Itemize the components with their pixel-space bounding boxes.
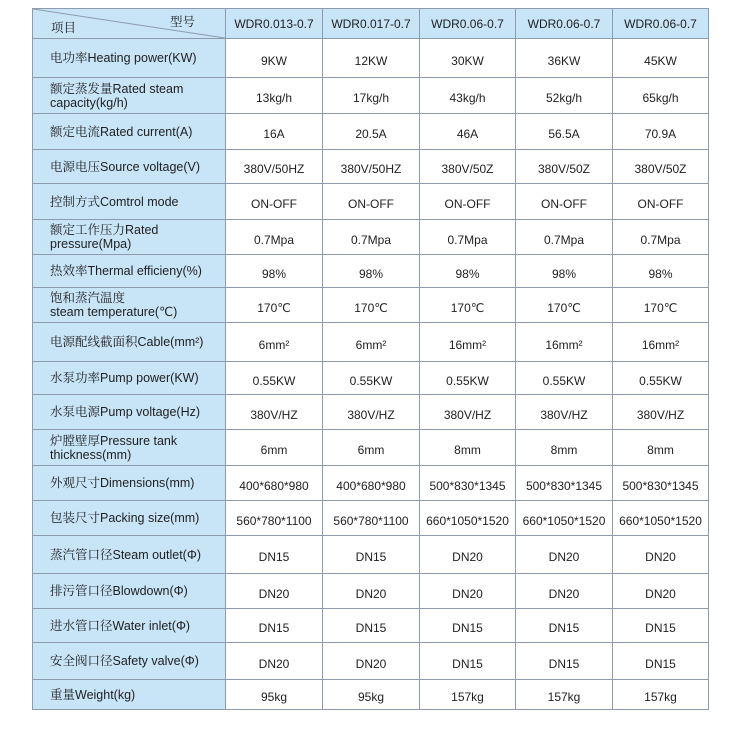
spec-value-cell: 65kg/h — [613, 78, 709, 114]
spec-value-cell: DN20 — [323, 574, 420, 609]
spec-value-cell: 157kg — [420, 680, 516, 710]
spec-value-cell: 500*830*1345 — [516, 466, 613, 501]
spec-value-cell: 157kg — [516, 680, 613, 710]
spec-value-cell: 70.9A — [613, 114, 709, 150]
spec-row — [33, 680, 709, 710]
row-label: 水泵电源Pump voltage(Hz) — [33, 395, 226, 430]
spec-value-cell: DN15 — [516, 609, 613, 643]
model-header-cell: WDR0.06-0.7 — [420, 9, 516, 39]
spec-value-cell: 170℃ — [613, 288, 709, 323]
spec-value-cell: 157kg — [613, 680, 709, 710]
row-label: 电功率Heating power(KW) — [33, 39, 226, 78]
spec-row — [33, 39, 709, 78]
spec-value-cell: DN15 — [516, 643, 613, 680]
row-label: 水泵功率Pump power(KW) — [33, 362, 226, 395]
spec-value-cell: 52kg/h — [516, 78, 613, 114]
spec-row — [33, 643, 709, 680]
spec-row — [33, 114, 709, 150]
model-header-cell: WDR0.013-0.7 — [226, 9, 323, 39]
spec-value-cell: 9KW — [226, 39, 323, 78]
spec-value-cell: 12KW — [323, 39, 420, 78]
spec-row — [33, 501, 709, 536]
spec-row — [33, 184, 709, 220]
spec-value-cell: 380V/50HZ — [226, 150, 323, 184]
spec-value-cell: 6mm — [226, 430, 323, 466]
spec-value-cell: 660*1050*1520 — [613, 501, 709, 536]
spec-value-cell: 98% — [516, 255, 613, 288]
model-header-cell: WDR0.017-0.7 — [323, 9, 420, 39]
spec-value-cell: 16mm² — [516, 323, 613, 362]
spec-row — [33, 536, 709, 574]
spec-value-cell: 8mm — [613, 430, 709, 466]
row-label: 炉膛壁厚Pressure tank thickness(mm) — [33, 430, 226, 466]
row-label: 外观尺寸Dimensions(mm) — [33, 466, 226, 501]
row-label: 排污管口径Blowdown(Φ) — [33, 574, 226, 609]
spec-row — [33, 323, 709, 362]
row-label: 蒸汽管口径Steam outlet(Φ) — [33, 536, 226, 574]
spec-value-cell: 380V/50Z — [420, 150, 516, 184]
row-label: 包装尺寸Packing size(mm) — [33, 501, 226, 536]
spec-value-cell: DN15 — [613, 643, 709, 680]
spec-value-cell: 16A — [226, 114, 323, 150]
spec-row — [33, 150, 709, 184]
spec-value-cell: 0.7Mpa — [613, 220, 709, 255]
row-label: 电源电压Source voltage(V) — [33, 150, 226, 184]
spec-value-cell: 45KW — [613, 39, 709, 78]
spec-row — [33, 574, 709, 609]
spec-value-cell: 0.7Mpa — [226, 220, 323, 255]
row-label: 进水管口径Water inlet(Φ) — [33, 609, 226, 643]
header-item-label: 项目 — [51, 21, 77, 35]
spec-value-cell: 380V/50Z — [613, 150, 709, 184]
spec-value-cell: 30KW — [420, 39, 516, 78]
spec-value-cell: 560*780*1100 — [226, 501, 323, 536]
row-label: 额定电流Rated current(A) — [33, 114, 226, 150]
spec-value-cell: 170℃ — [226, 288, 323, 323]
spec-row — [33, 288, 709, 323]
spec-value-cell: 380V/HZ — [516, 395, 613, 430]
spec-value-cell: 56.5A — [516, 114, 613, 150]
spec-value-cell: 98% — [323, 255, 420, 288]
spec-value-cell: DN15 — [420, 609, 516, 643]
spec-value-cell: 0.7Mpa — [323, 220, 420, 255]
spec-value-cell: DN20 — [613, 536, 709, 574]
spec-value-cell: 380V/HZ — [613, 395, 709, 430]
header-corner-cell — [33, 9, 226, 39]
spec-value-cell: 16mm² — [613, 323, 709, 362]
row-label: 饱和蒸汽温度 steam temperature(℃) — [33, 288, 226, 323]
spec-value-cell: 95kg — [226, 680, 323, 710]
spec-value-cell: DN15 — [323, 536, 420, 574]
spec-value-cell: 98% — [226, 255, 323, 288]
spec-value-cell: 6mm² — [226, 323, 323, 362]
spec-value-cell: DN15 — [226, 609, 323, 643]
spec-value-cell: 16mm² — [420, 323, 516, 362]
spec-row — [33, 395, 709, 430]
spec-value-cell: 46A — [420, 114, 516, 150]
spec-row — [33, 430, 709, 466]
spec-value-cell: DN15 — [420, 643, 516, 680]
spec-row — [33, 255, 709, 288]
spec-value-cell: 500*830*1345 — [420, 466, 516, 501]
spec-value-cell: ON-OFF — [420, 184, 516, 220]
spec-value-cell: 0.7Mpa — [516, 220, 613, 255]
spec-value-cell: DN15 — [226, 536, 323, 574]
spec-value-cell: 20.5A — [323, 114, 420, 150]
spec-value-cell: 500*830*1345 — [613, 466, 709, 501]
spec-table-body — [33, 39, 709, 710]
spec-value-cell: DN20 — [226, 574, 323, 609]
spec-value-cell: 6mm² — [323, 323, 420, 362]
spec-value-cell: 560*780*1100 — [323, 501, 420, 536]
spec-value-cell: ON-OFF — [613, 184, 709, 220]
spec-value-cell: 380V/50HZ — [323, 150, 420, 184]
spec-value-cell: 43kg/h — [420, 78, 516, 114]
spec-value-cell: 0.55KW — [516, 362, 613, 395]
spec-value-cell: DN20 — [516, 574, 613, 609]
spec-value-cell: 6mm — [323, 430, 420, 466]
header-model-label: 型号 — [169, 15, 195, 29]
row-label: 重量Weight(kg) — [33, 680, 226, 710]
spec-value-cell: 170℃ — [420, 288, 516, 323]
spec-value-cell: 98% — [420, 255, 516, 288]
spec-value-cell: ON-OFF — [226, 184, 323, 220]
spec-row — [33, 362, 709, 395]
spec-value-cell: DN20 — [420, 574, 516, 609]
spec-value-cell: 8mm — [516, 430, 613, 466]
spec-value-cell: 380V/50Z — [516, 150, 613, 184]
spec-value-cell: DN20 — [226, 643, 323, 680]
spec-value-cell: DN20 — [516, 536, 613, 574]
spec-value-cell: 0.55KW — [420, 362, 516, 395]
spec-value-cell: 400*680*980 — [323, 466, 420, 501]
row-label: 额定蒸发量Rated steam capacity(kg/h) — [33, 78, 226, 114]
spec-value-cell: 170℃ — [516, 288, 613, 323]
spec-value-cell: 380V/HZ — [323, 395, 420, 430]
spec-value-cell: DN20 — [420, 536, 516, 574]
spec-value-cell: 17kg/h — [323, 78, 420, 114]
spec-value-cell: 0.7Mpa — [420, 220, 516, 255]
spec-value-cell: ON-OFF — [323, 184, 420, 220]
model-header-cell: WDR0.06-0.7 — [613, 9, 709, 39]
spec-value-cell: 400*680*980 — [226, 466, 323, 501]
row-label: 控制方式Comtrol mode — [33, 184, 226, 220]
spec-row — [33, 609, 709, 643]
spec-value-cell: DN20 — [323, 643, 420, 680]
spec-value-cell: 8mm — [420, 430, 516, 466]
spec-value-cell: 36KW — [516, 39, 613, 78]
spec-value-cell: 98% — [613, 255, 709, 288]
spec-row — [33, 220, 709, 255]
spec-value-cell: ON-OFF — [516, 184, 613, 220]
row-label: 电源配线截面积Cable(mm²) — [33, 323, 226, 362]
spec-value-cell: 95kg — [323, 680, 420, 710]
spec-value-cell: 380V/HZ — [420, 395, 516, 430]
spec-value-cell: DN15 — [323, 609, 420, 643]
spec-value-cell: 0.55KW — [323, 362, 420, 395]
row-label: 热效率Thermal efficieny(%) — [33, 255, 226, 288]
row-label: 安全阀口径Safety valve(Φ) — [33, 643, 226, 680]
spec-value-cell: 0.55KW — [226, 362, 323, 395]
header-row — [33, 9, 709, 39]
spec-value-cell: 660*1050*1520 — [516, 501, 613, 536]
spec-row — [33, 78, 709, 114]
spec-value-cell: 0.55KW — [613, 362, 709, 395]
spec-value-cell: DN15 — [613, 609, 709, 643]
spec-value-cell: 170℃ — [323, 288, 420, 323]
spec-row — [33, 466, 709, 501]
spec-value-cell: 660*1050*1520 — [420, 501, 516, 536]
spec-table — [32, 8, 709, 710]
spec-value-cell: DN20 — [613, 574, 709, 609]
model-header-cell: WDR0.06-0.7 — [516, 9, 613, 39]
spec-value-cell: 13kg/h — [226, 78, 323, 114]
row-label: 额定工作压力Rated pressure(Mpa) — [33, 220, 226, 255]
spec-value-cell: 380V/HZ — [226, 395, 323, 430]
